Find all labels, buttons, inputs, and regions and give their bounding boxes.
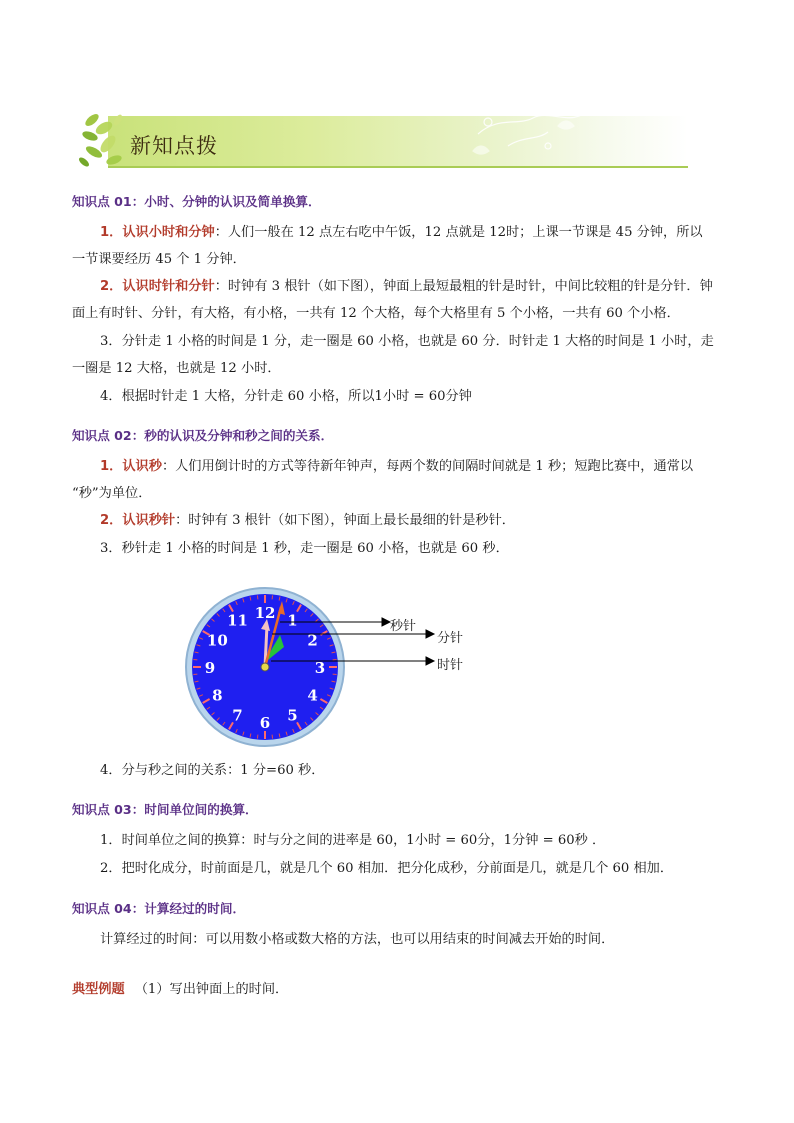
k4-p1: 计算经过的时间：可以用数小格或数大格的方法，也可以用结束的时间减去开始的时间． [100, 932, 615, 947]
k2-p2-rest: ：时钟有 3 根针（如下图），钟面上最长最细的针是秒针． [175, 513, 515, 528]
k1-p2-label: 认识时针和分针 [122, 279, 215, 294]
k1-p3-cont: 一圈是 12 大格，也就是 12 小时． [72, 361, 281, 376]
clock-number-7: 7 [232, 706, 243, 725]
clock-illustration [170, 585, 480, 755]
k2-p4: 4．分与秒之间的关系：1 分=60 秒． [100, 763, 325, 778]
k1-p1-rest: ：人们一般在 12 点左右吃中午饭，12 点就是 12时；上课一节课是 45 分钟，所以 [214, 225, 703, 240]
k2-p2-num: 2． [100, 513, 123, 528]
k2-p1-cont: “秒”为单位． [72, 486, 152, 501]
k2-heading: 知识点 02：秒的认识及分钟和秒之间的关系． [72, 428, 334, 443]
clock-number-8: 8 [212, 686, 223, 705]
hour-pointer-arrow [426, 657, 434, 665]
example-line [72, 983, 288, 996]
clock-number-3: 3 [314, 659, 326, 677]
k2-p1-rest: ：人们用倒计时的方式等待新年钟声，每两个数的间隔时间就是 1 秒；短跑比赛中，通常以 [161, 459, 694, 474]
k1-p2-rest: ：时钟有 3 根针（如下图），钟面上最短最粗的针是时针，中间比较粗的针是分针．钟 [214, 279, 713, 294]
k1-p2-cont: 面上有时针、分针，有大格，有小格，一共有 12 个大格，每个大格里有 5 个小格，一共有 60 个小格． [72, 306, 680, 321]
k1-p1-num: 1． [100, 225, 123, 240]
k1-p2 [100, 280, 713, 293]
k4-heading: 知识点 04：计算经过的时间． [72, 901, 246, 916]
k1-p1-label: 认识小时和分钟 [122, 225, 215, 240]
clock-number-11: 11 [227, 611, 248, 630]
clock-number-9: 9 [204, 659, 216, 677]
hour-hand-label: 时针 [437, 658, 464, 673]
k2-p1-num: 1． [100, 459, 123, 474]
minute-pointer-arrow [426, 630, 434, 638]
section-banner [78, 106, 688, 172]
k2-p2 [100, 514, 515, 527]
k2-p2-label: 认识秒针 [122, 513, 176, 528]
example-label: 典型例题 [72, 982, 125, 997]
k1-p2-num: 2． [100, 279, 123, 294]
k2-p1 [100, 460, 693, 473]
k1-p3: 3．分针走 1 小格的时间是 1 分，走一圈是 60 小格，也就是 60 分．时针走 1 大格的时间是 1 小时，走 [100, 334, 714, 349]
k2-p3: 3．秒针走 1 小格的时间是 1 秒，走一圈是 60 小格，也就是 60 秒． [100, 541, 509, 556]
second-hand-label: 秒针 [390, 619, 417, 634]
clock-number-5: 5 [287, 706, 298, 725]
clock-number-2: 2 [307, 631, 318, 650]
k3-heading: 知识点 03：时间单位间的换算． [72, 802, 258, 817]
example-text: （1）写出钟面上的时间． [134, 982, 289, 997]
k3-p1: 1．时间单位之间的换算：时与分之间的进率是 60，1小时 = 60分，1分钟 = 60秒 ． [100, 833, 606, 848]
clock-number-1: 1 [287, 611, 298, 630]
k3-p2: 2．把时化成分，时前面是几，就是几个 60 相加．把分化成秒，分前面是几，就是几个 60 相加． [100, 861, 674, 876]
k1-p1-cont: 一节课要经历 45 个 1 分钟． [72, 252, 246, 267]
second-pointer-arrow [382, 618, 390, 626]
minute-hand-label: 分针 [437, 631, 464, 646]
k1-p4: 4．根据时针走 1 大格，分针走 60 小格，所以1小时 = 60分钟 [100, 389, 472, 404]
banner-title: 新知点拨 [130, 134, 218, 158]
clock-number-4: 4 [307, 686, 318, 705]
clock-number-12: 12 [254, 604, 276, 622]
clock-number-6: 6 [259, 714, 271, 732]
k2-p1-label: 认识秒 [122, 459, 162, 474]
k1-p1 [100, 226, 703, 239]
clock-number-10: 10 [206, 631, 228, 650]
k1-heading: 知识点 01：小时、分钟的认识及简单换算． [72, 194, 321, 209]
clock-center [261, 663, 269, 671]
